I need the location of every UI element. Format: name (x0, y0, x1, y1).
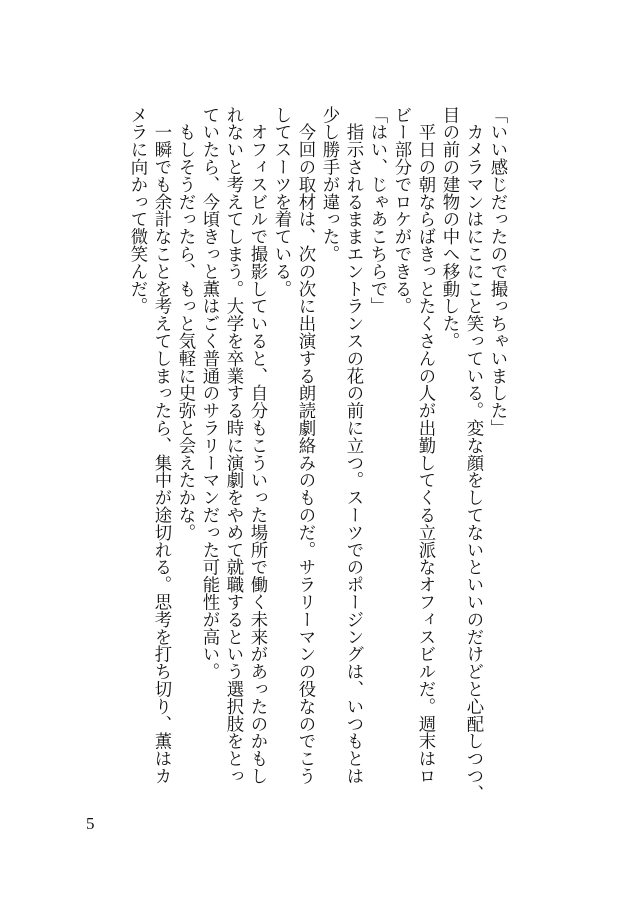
text-line-2: カメラマンはにこにこと笑っている。変な顔をしてないといいのだけどと心配しつつ、 (463, 106, 483, 802)
text-line-4: 平日の朝ならばきっとたくさんの人が出勤してくる立派なオフィスビルだ。週末はロ (415, 106, 435, 785)
text-line-11: オフィスビルで撮影していると、自分もこういった場所で働く未来があったのかもし (247, 106, 267, 785)
text-line-5: ビー部分でロケができる。 (391, 106, 411, 315)
text-line-16: メラに向かって微笑んだ。 (127, 106, 147, 315)
vertical-text-body (0, 106, 637, 806)
text-line-13: ていたら、今頃きっと薫はごく普通のサラリーマンだった可能性が高い。 (199, 106, 219, 681)
text-line-15: 一瞬でも余計なことを考えてしまったら、集中が途切れる。思考を打ち切り、薫はカ (151, 106, 171, 785)
text-line-10: してスーツを着ている。 (271, 106, 291, 298)
text-line-14: もしそうだったら、もっと気軽に史弥と会えたかな。 (175, 106, 195, 541)
text-line-9: 今回の取材は、次の次に出演する朗読劇絡みのものだ。サラリーマンの役なのでこう (295, 106, 315, 785)
text-line-12: れないと考えてしまう。大学を卒業する時に演劇をやめて就職するという選択肢をとっ (223, 106, 243, 785)
page-number: 5 (86, 814, 95, 833)
text-line-3: 目の前の建物の中へ移動した。 (439, 106, 459, 350)
text-line-8: 少し勝手が違った。 (319, 106, 339, 263)
text-line-6: 「はい、じゃあこちらで」 (367, 106, 387, 315)
text-line-1: 「いい感じだったので撮っちゃいました」 (487, 106, 507, 437)
text-line-7: 指示されるままエントランスの花の前に立つ。スーツでのポージングは、いつもとは (343, 106, 363, 785)
